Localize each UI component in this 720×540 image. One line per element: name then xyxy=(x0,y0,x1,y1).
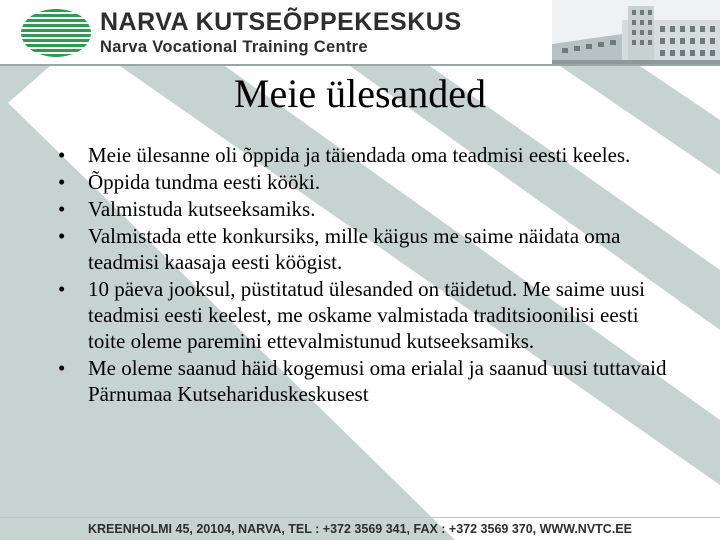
list-item: • Meie ülesanne oli õppida ja täiendada oma teadmisi eesti keeles. xyxy=(58,142,678,168)
globe-logo-icon xyxy=(20,8,92,58)
footer-contact: KREENHOLMI 45, 20104, NARVA, TEL : +372 3569 341, FAX : +372 3569 370, WWW.NVTC.EE xyxy=(88,522,632,536)
header-divider xyxy=(0,64,720,66)
list-item: • Õppida tundma eesti kööki. xyxy=(58,169,678,195)
bullet-list xyxy=(58,142,678,408)
org-name-estonian: NARVA KUTSEÕPPEKESKUS xyxy=(100,8,462,36)
building-photo xyxy=(552,0,720,64)
header xyxy=(0,0,720,66)
org-name-english: Narva Vocational Training Centre xyxy=(100,38,368,56)
list-item: • Me oleme saanud häid kogemusi oma erialal ja saanud uusi tuttavaid Pärnumaa Kutsehariduskeskusest xyxy=(58,355,678,407)
slide-title: Meie ülesanded xyxy=(233,71,487,116)
list-item: • 10 päeva jooksul, püstitatud ülesanded on täidetud. Me saime uusi teadmisi eesti keelest, me oskame valmistada traditsioonilisi eesti toite oleme paremini ettevalmistunud kutseeksamiks. xyxy=(58,276,678,354)
list-item: • Valmistuda kutseeksamiks. xyxy=(58,196,678,222)
footer-divider xyxy=(0,517,720,518)
list-item: • Valmistada ette konkursiks, mille käigus me saime näidata oma teadmisi kaasaja eesti köögist. xyxy=(58,223,678,275)
